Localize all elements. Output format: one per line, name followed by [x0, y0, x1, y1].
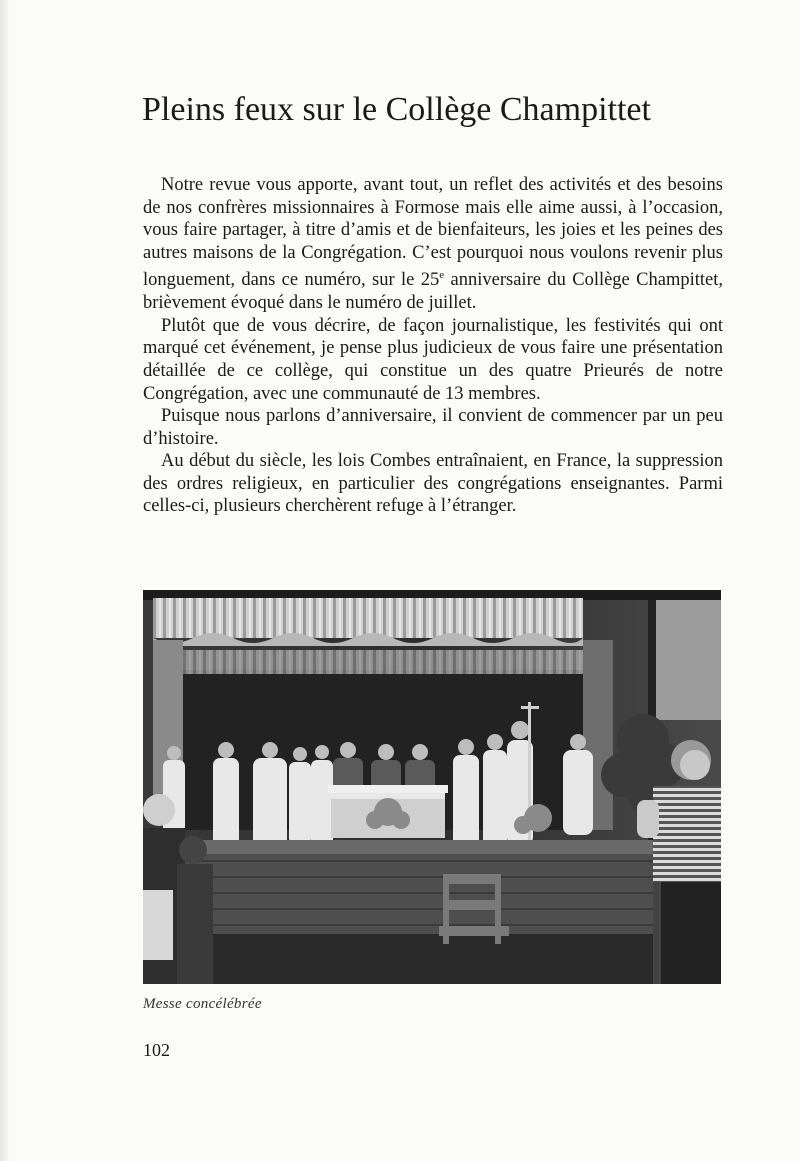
paragraph-1 [143, 174, 723, 315]
mass-photo [143, 590, 721, 984]
article-title: Pleins feux sur le Collège Champittet [142, 91, 651, 128]
paragraph-4: Au début du siècle, les lois Combes entraînaient, en France, la suppression des ordres religieux, en particulier des congrégations enseignantes. Parmi celles-ci, plusieurs cherchèrent refuge à l’étranger. [143, 451, 723, 517]
mass-photo-illustration [143, 590, 721, 984]
photo-caption: Messe concélébrée [143, 996, 262, 1012]
page-number: 102 [143, 1040, 170, 1060]
page-edge-shadow [0, 0, 10, 1161]
paragraph-1-text-b: anniversaire du Collège Champittet, brièvement évoqué dans le numéro de juillet. [143, 270, 723, 314]
article-body [143, 174, 723, 518]
paragraph-1-text-a: Notre revue vous apporte, avant tout, un reflet des activités et des besoins de nos confrères missionnaires à Formose mais elle aime aussi, à l’occasion, vous faire partager, à titre d’amis et de bienfaiteurs, les joies et les peines des autres maisons de la Congrégation. C’est pourquoi nous voulons revenir plus longuement, dans ce numéro, sur le 25 [143, 175, 723, 291]
paragraph-2: Plutôt que de vous décrire, de façon journalistique, les festivités qui ont marqué cet événement, je pense plus judicieux de vous faire une présentation détaillée de ce collège, qui constitue un des quatre Prieurés de notre Congrégation, avec une communauté de 13 membres. [143, 315, 723, 404]
ordinal-superscript: e [439, 269, 445, 282]
paragraph-3: Puisque nous parlons d’anniversaire, il convient de commencer par un peu d’histoire. [143, 406, 723, 449]
